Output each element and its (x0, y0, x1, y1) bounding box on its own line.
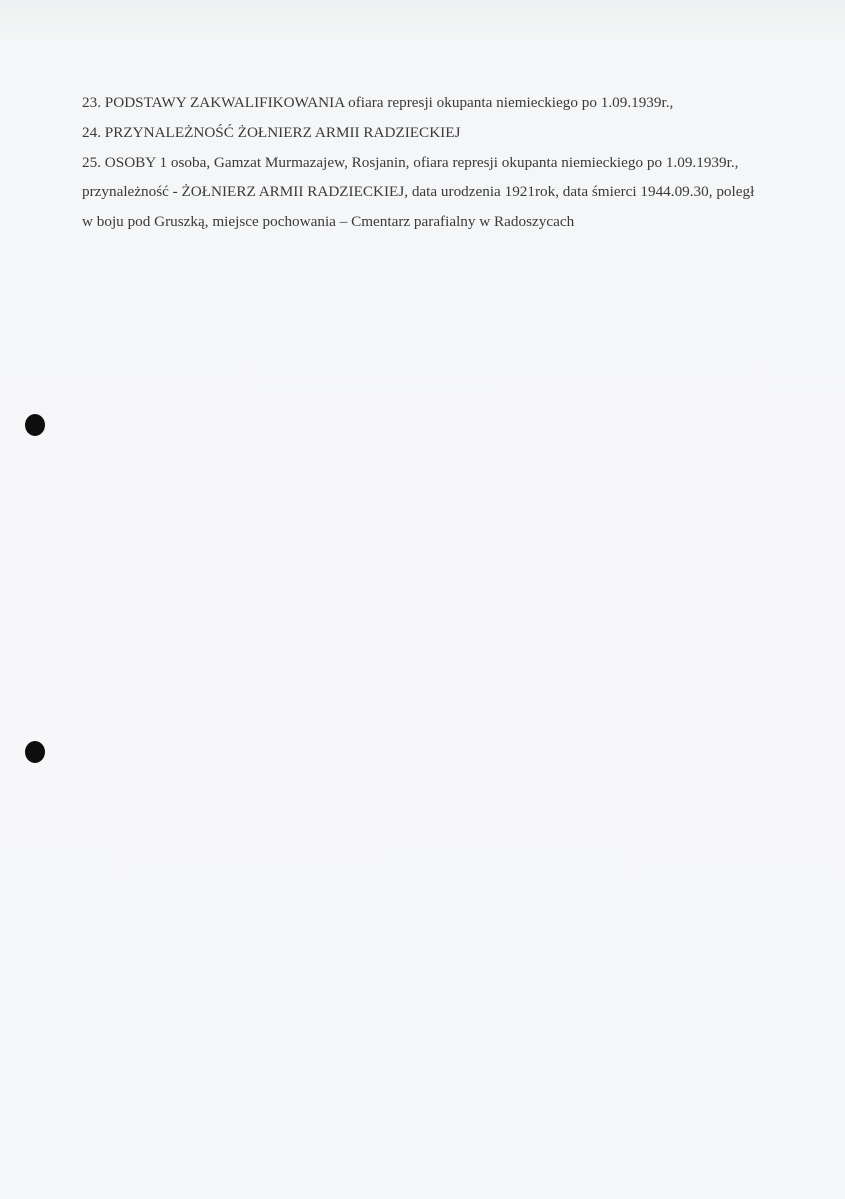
paragraph-23 (82, 88, 762, 118)
paragraph-number: 23. (82, 94, 101, 111)
document-body (82, 88, 762, 237)
paragraph-25 (82, 148, 762, 237)
paragraph-text: OSOBY 1 osoba, Gamzat Murmazajew, Rosjanin, ofiara represji okupanta niemieckiego po 1.09.1939r., przynależność - ŻOŁNIERZ ARMII RADZIECKIEJ, data urodzenia 1921rok, data śmierci 1944.09.30, poległ w boju pod Gruszką, miejsce pochowania – Cmentarz parafialny w Radoszycach (82, 153, 755, 231)
paragraph-text: PRZYNALEŻNOŚĆ ŻOŁNIERZ ARMII RADZIECKIEJ (104, 123, 461, 141)
paragraph-text: PODSTAWY ZAKWALIFIKOWANIA ofiara represji okupanta niemieckiego po 1.09.1939r., (104, 94, 674, 111)
paragraph-number: 24. (82, 123, 101, 141)
punch-hole-top (25, 414, 45, 436)
paragraph-number: 25. (82, 153, 101, 171)
punch-hole-bottom (25, 741, 45, 763)
paragraph-24 (82, 118, 762, 148)
